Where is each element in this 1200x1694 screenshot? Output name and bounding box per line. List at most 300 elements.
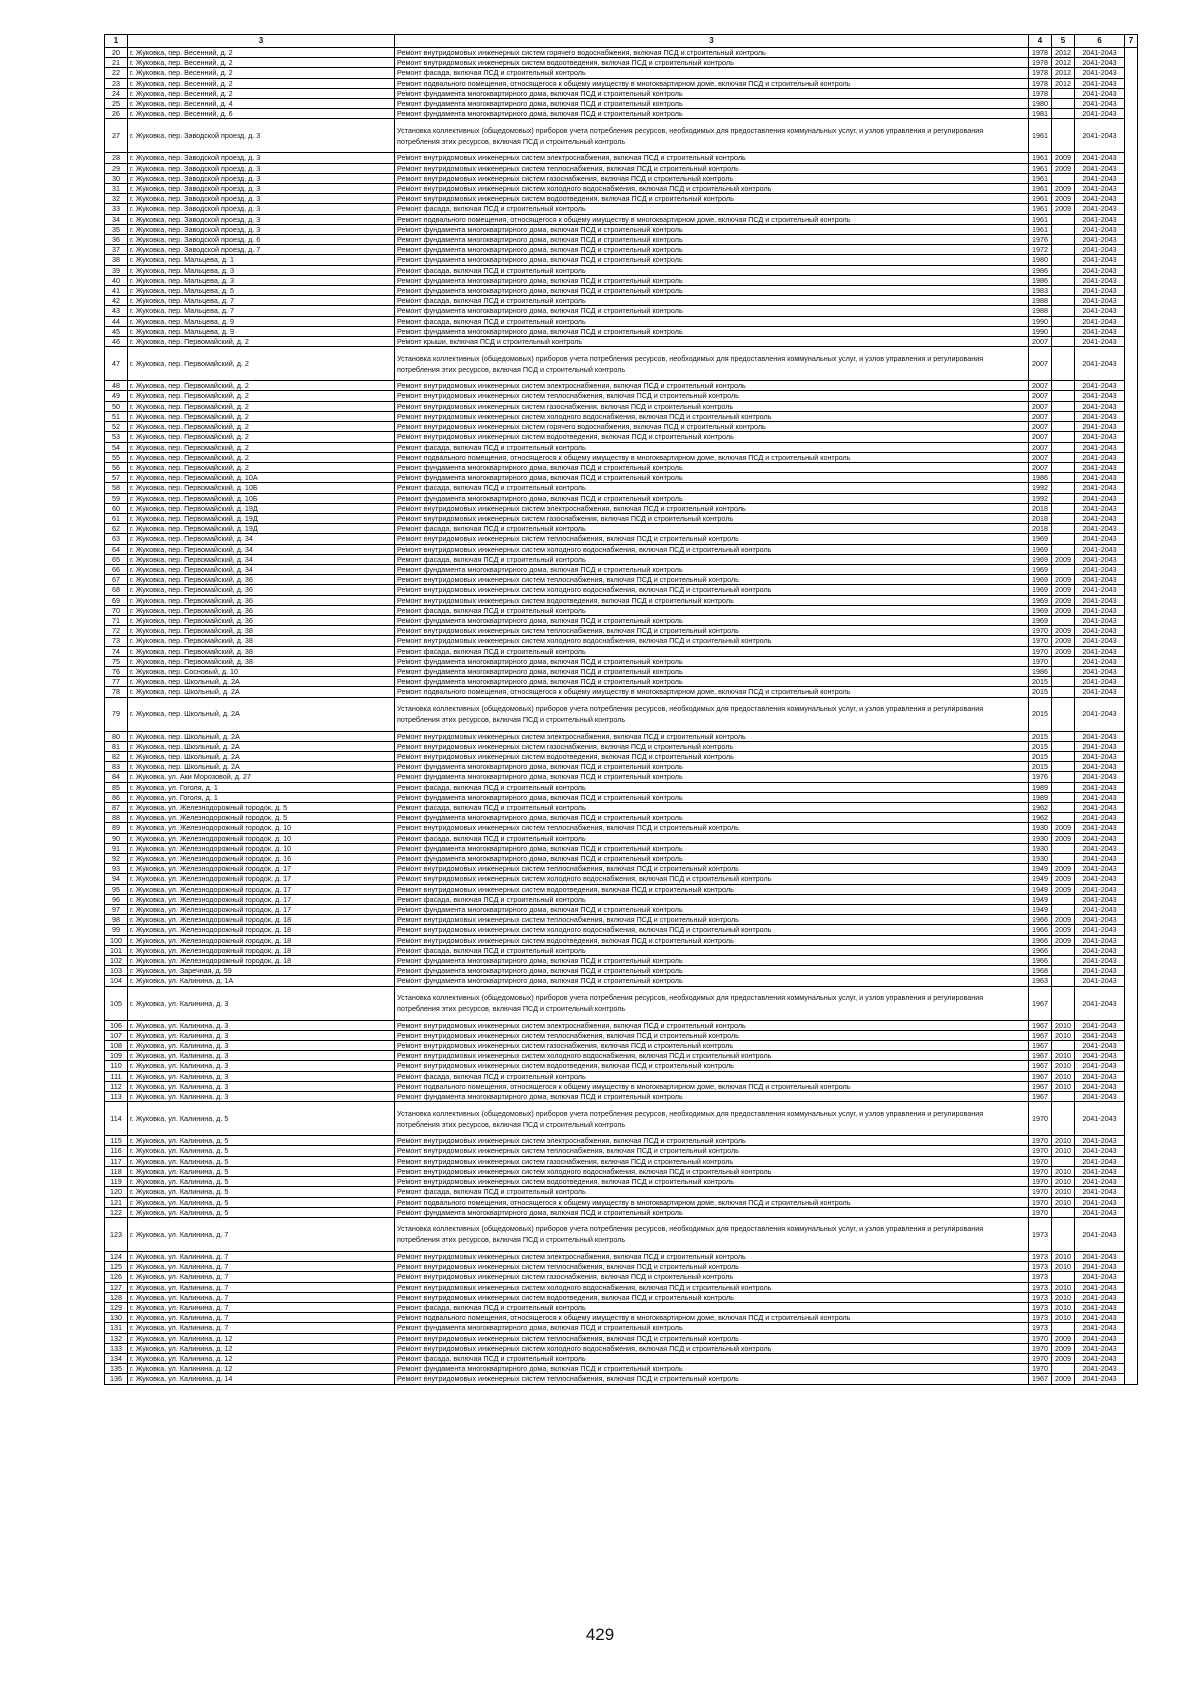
row-number: 75 (105, 656, 128, 666)
last-repair-year-cell: 2012 (1052, 58, 1075, 68)
address-cell: г. Жуковка, ул. Железнодорожный городок, д. 17 (128, 884, 395, 894)
build-year-cell: 1961 (1029, 214, 1052, 224)
planned-period-cell: 2041-2043 (1075, 1197, 1125, 1207)
row-number: 106 (105, 1020, 128, 1030)
table-row (105, 432, 1138, 442)
empty-col-7-cell (1125, 316, 1138, 326)
row-number: 73 (105, 636, 128, 646)
planned-period-cell: 2041-2043 (1075, 731, 1125, 741)
work-type-cell: Ремонт фасада, включая ПСД и строительный контроль (395, 204, 1029, 214)
empty-col-7-cell (1125, 1051, 1138, 1061)
empty-col-7-cell (1125, 1197, 1138, 1207)
empty-col-7-cell (1125, 235, 1138, 245)
row-number: 44 (105, 316, 128, 326)
address-cell: г. Жуковка, ул. Калинина, д. 7 (128, 1302, 395, 1312)
row-number: 134 (105, 1353, 128, 1363)
row-number: 49 (105, 391, 128, 401)
build-year-cell: 1949 (1029, 894, 1052, 904)
work-type-cell: Ремонт фундамента многоквартирного дома, включая ПСД и строительный контроль (395, 1092, 1029, 1102)
address-cell: г. Жуковка, пер. Первомайский, д. 2 (128, 391, 395, 401)
address-cell: г. Жуковка, ул. Железнодорожный городок, д. 18 (128, 925, 395, 935)
build-year-cell: 2007 (1029, 442, 1052, 452)
build-year-cell: 1949 (1029, 884, 1052, 894)
last-repair-year-cell (1052, 296, 1075, 306)
empty-col-7-cell (1125, 1364, 1138, 1374)
work-type-cell: Ремонт фундамента многоквартирного дома, включая ПСД и строительный контроль (395, 792, 1029, 802)
planned-period-cell: 2041-2043 (1075, 595, 1125, 605)
address-cell: г. Жуковка, ул. Железнодорожный городок, д. 18 (128, 945, 395, 955)
planned-period-cell: 2041-2043 (1075, 762, 1125, 772)
build-year-cell: 1967 (1029, 986, 1052, 1020)
last-repair-year-cell (1052, 976, 1075, 986)
last-repair-year-cell (1052, 524, 1075, 534)
work-type-cell: Ремонт фундамента многоквартирного дома, включая ПСД и строительный контроль (395, 275, 1029, 285)
table-row (105, 976, 1138, 986)
last-repair-year-cell: 2010 (1052, 1292, 1075, 1302)
build-year-cell: 1969 (1029, 534, 1052, 544)
build-year-cell: 1969 (1029, 615, 1052, 625)
table-row (105, 1166, 1138, 1176)
work-type-cell: Ремонт внутридомовых инженерных систем водоотведения, включая ПСД и строительный контроль (395, 935, 1029, 945)
last-repair-year-cell (1052, 235, 1075, 245)
build-year-cell: 1970 (1029, 1364, 1052, 1374)
table-row (105, 422, 1138, 432)
last-repair-year-cell: 2009 (1052, 833, 1075, 843)
build-year-cell: 1973 (1029, 1262, 1052, 1272)
row-number: 30 (105, 173, 128, 183)
table-row (105, 1102, 1138, 1136)
last-repair-year-cell (1052, 1102, 1075, 1136)
last-repair-year-cell (1052, 1272, 1075, 1282)
empty-col-7-cell (1125, 687, 1138, 697)
row-number: 46 (105, 337, 128, 347)
last-repair-year-cell (1052, 432, 1075, 442)
table-row (105, 626, 1138, 636)
row-number: 91 (105, 843, 128, 853)
last-repair-year-cell (1052, 347, 1075, 381)
empty-col-7-cell (1125, 1302, 1138, 1312)
last-repair-year-cell (1052, 697, 1075, 731)
table-row (105, 1364, 1138, 1374)
empty-col-7-cell (1125, 296, 1138, 306)
build-year-cell: 1986 (1029, 473, 1052, 483)
build-year-cell: 1970 (1029, 626, 1052, 636)
build-year-cell: 1968 (1029, 966, 1052, 976)
last-repair-year-cell (1052, 483, 1075, 493)
work-type-cell: Ремонт фундамента многоквартирного дома, включая ПСД и строительный контроль (395, 1207, 1029, 1217)
address-cell: г. Жуковка, пер. Первомайский, д. 36 (128, 605, 395, 615)
table-row (105, 697, 1138, 731)
work-type-cell: Ремонт внутридомовых инженерных систем водоотведения, включая ПСД и строительный контроль (395, 1292, 1029, 1302)
planned-period-cell: 2041-2043 (1075, 422, 1125, 432)
planned-period-cell: 2041-2043 (1075, 1136, 1125, 1146)
row-number: 77 (105, 677, 128, 687)
last-repair-year-cell (1052, 762, 1075, 772)
table-row (105, 544, 1138, 554)
last-repair-year-cell: 2010 (1052, 1146, 1075, 1156)
planned-period-cell: 2041-2043 (1075, 792, 1125, 802)
last-repair-year-cell (1052, 503, 1075, 513)
work-type-cell: Ремонт фасада, включая ПСД и строительный контроль (395, 265, 1029, 275)
work-type-cell: Ремонт внутридомовых инженерных систем горячего водоснабжения, включая ПСД и строительный контроль (395, 422, 1029, 432)
last-repair-year-cell: 2010 (1052, 1136, 1075, 1146)
address-cell: г. Жуковка, пер. Первомайский, д. 38 (128, 656, 395, 666)
table-row (105, 1282, 1138, 1292)
last-repair-year-cell (1052, 1364, 1075, 1374)
planned-period-cell: 2041-2043 (1075, 1166, 1125, 1176)
build-year-cell: 1970 (1029, 1353, 1052, 1363)
work-type-cell: Ремонт фундамента многоквартирного дома, включая ПСД и строительный контроль (395, 813, 1029, 823)
table-row (105, 337, 1138, 347)
row-number: 81 (105, 741, 128, 751)
table-row (105, 48, 1138, 58)
build-year-cell: 1967 (1029, 1041, 1052, 1051)
build-year-cell: 1978 (1029, 58, 1052, 68)
empty-col-7-cell (1125, 347, 1138, 381)
build-year-cell: 1967 (1029, 1374, 1052, 1384)
address-cell: г. Жуковка, ул. Железнодорожный городок, д. 5 (128, 813, 395, 823)
row-number: 25 (105, 99, 128, 109)
empty-col-7-cell (1125, 401, 1138, 411)
row-number: 104 (105, 976, 128, 986)
planned-period-cell: 2041-2043 (1075, 513, 1125, 523)
row-number: 54 (105, 442, 128, 452)
build-year-cell: 1961 (1029, 173, 1052, 183)
row-number: 125 (105, 1262, 128, 1272)
table-row (105, 296, 1138, 306)
planned-period-cell: 2041-2043 (1075, 184, 1125, 194)
address-cell: г. Жуковка, ул. Гоголя, д. 1 (128, 792, 395, 802)
planned-period-cell: 2041-2043 (1075, 1146, 1125, 1156)
planned-period-cell: 2041-2043 (1075, 1251, 1125, 1261)
last-repair-year-cell: 2009 (1052, 636, 1075, 646)
table-row (105, 915, 1138, 925)
address-cell: г. Жуковка, ул. Аки Морозовой, д. 27 (128, 772, 395, 782)
row-number: 71 (105, 615, 128, 625)
empty-col-7-cell (1125, 1061, 1138, 1071)
last-repair-year-cell (1052, 956, 1075, 966)
empty-col-7-cell (1125, 564, 1138, 574)
work-type-cell: Ремонт фундамента многоквартирного дома, включая ПСД и строительный контроль (395, 88, 1029, 98)
empty-col-7-cell (1125, 513, 1138, 523)
planned-period-cell: 2041-2043 (1075, 534, 1125, 544)
build-year-cell: 1978 (1029, 88, 1052, 98)
table-row (105, 411, 1138, 421)
address-cell: г. Жуковка, пер. Первомайский, д. 19Д (128, 513, 395, 523)
last-repair-year-cell: 2010 (1052, 1030, 1075, 1040)
build-year-cell: 1949 (1029, 864, 1052, 874)
table-row (105, 1177, 1138, 1187)
address-cell: г. Жуковка, пер. Первомайский, д. 2 (128, 452, 395, 462)
last-repair-year-cell: 2009 (1052, 915, 1075, 925)
table-row (105, 1071, 1138, 1081)
table-row (105, 687, 1138, 697)
build-year-cell: 1973 (1029, 1251, 1052, 1261)
work-type-cell: Ремонт фундамента многоквартирного дома, включая ПСД и строительный контроль (395, 235, 1029, 245)
planned-period-cell: 2041-2043 (1075, 1030, 1125, 1040)
last-repair-year-cell (1052, 224, 1075, 234)
empty-col-7-cell (1125, 503, 1138, 513)
work-type-cell: Ремонт фасада, включая ПСД и строительный контроль (395, 1353, 1029, 1363)
last-repair-year-cell (1052, 88, 1075, 98)
build-year-cell: 1967 (1029, 1020, 1052, 1030)
last-repair-year-cell (1052, 687, 1075, 697)
row-number: 47 (105, 347, 128, 381)
build-year-cell: 1973 (1029, 1272, 1052, 1282)
address-cell: г. Жуковка, ул. Калинина, д. 5 (128, 1146, 395, 1156)
empty-col-7-cell (1125, 1323, 1138, 1333)
row-number: 42 (105, 296, 128, 306)
table-row (105, 813, 1138, 823)
address-cell: г. Жуковка, пер. Первомайский, д. 34 (128, 564, 395, 574)
empty-col-7-cell (1125, 306, 1138, 316)
build-year-cell: 1978 (1029, 78, 1052, 88)
last-repair-year-cell: 2010 (1052, 1197, 1075, 1207)
build-year-cell: 1949 (1029, 874, 1052, 884)
build-year-cell: 1986 (1029, 265, 1052, 275)
address-cell: г. Жуковка, ул. Железнодорожный городок, д. 18 (128, 956, 395, 966)
empty-col-7-cell (1125, 884, 1138, 894)
last-repair-year-cell (1052, 401, 1075, 411)
planned-period-cell: 2041-2043 (1075, 1177, 1125, 1187)
address-cell: г. Жуковка, ул. Калинина, д. 5 (128, 1197, 395, 1207)
table-row (105, 1251, 1138, 1261)
planned-period-cell: 2041-2043 (1075, 894, 1125, 904)
empty-col-7-cell (1125, 381, 1138, 391)
table-row (105, 235, 1138, 245)
build-year-cell: 1983 (1029, 286, 1052, 296)
planned-period-cell: 2041-2043 (1075, 874, 1125, 884)
build-year-cell: 1970 (1029, 656, 1052, 666)
planned-period-cell: 2041-2043 (1075, 697, 1125, 731)
planned-period-cell: 2041-2043 (1075, 153, 1125, 163)
last-repair-year-cell (1052, 741, 1075, 751)
work-type-cell: Ремонт фундамента многоквартирного дома, включая ПСД и строительный контроль (395, 854, 1029, 864)
table-row (105, 1136, 1138, 1146)
empty-col-7-cell (1125, 915, 1138, 925)
last-repair-year-cell (1052, 99, 1075, 109)
build-year-cell: 1967 (1029, 1051, 1052, 1061)
last-repair-year-cell (1052, 109, 1075, 119)
work-type-cell: Ремонт фасада, включая ПСД и строительный контроль (395, 68, 1029, 78)
work-type-cell: Установка коллективных (общедомовых) приборов учета потребления ресурсов, необходимых для предоставления коммунальных услуг, и узлов управления и регулирования потребления этих ресурсов, включая ПСД и строительный контроль (395, 697, 1029, 731)
empty-col-7-cell (1125, 214, 1138, 224)
build-year-cell: 1973 (1029, 1217, 1052, 1251)
build-year-cell: 1970 (1029, 1136, 1052, 1146)
empty-col-7-cell (1125, 173, 1138, 183)
empty-col-7-cell (1125, 1187, 1138, 1197)
address-cell: г. Жуковка, ул. Железнодорожный городок, д. 17 (128, 905, 395, 915)
empty-col-7-cell (1125, 524, 1138, 534)
empty-col-7-cell (1125, 1343, 1138, 1353)
planned-period-cell: 2041-2043 (1075, 347, 1125, 381)
table-row (105, 173, 1138, 183)
planned-period-cell: 2041-2043 (1075, 483, 1125, 493)
table-row (105, 605, 1138, 615)
empty-col-7-cell (1125, 803, 1138, 813)
work-type-cell: Ремонт внутридомовых инженерных систем холодного водоснабжения, включая ПСД и строительный контроль (395, 585, 1029, 595)
work-type-cell: Ремонт фундамента многоквартирного дома, включая ПСД и строительный контроль (395, 976, 1029, 986)
table-row (105, 316, 1138, 326)
table-row (105, 945, 1138, 955)
work-type-cell: Ремонт внутридомовых инженерных систем холодного водоснабжения, включая ПСД и строительный контроль (395, 544, 1029, 554)
planned-period-cell: 2041-2043 (1075, 741, 1125, 751)
planned-period-cell: 2041-2043 (1075, 1262, 1125, 1272)
table-row (105, 58, 1138, 68)
row-number: 87 (105, 803, 128, 813)
last-repair-year-cell (1052, 1207, 1075, 1217)
address-cell: г. Жуковка, пер. Первомайский, д. 2 (128, 411, 395, 421)
table-row (105, 1020, 1138, 1030)
last-repair-year-cell (1052, 473, 1075, 483)
row-number: 31 (105, 184, 128, 194)
planned-period-cell: 2041-2043 (1075, 864, 1125, 874)
work-type-cell: Ремонт внутридомовых инженерных систем газоснабжения, включая ПСД и строительный контроль (395, 513, 1029, 523)
last-repair-year-cell (1052, 422, 1075, 432)
table-row (105, 1302, 1138, 1312)
row-number: 120 (105, 1187, 128, 1197)
planned-period-cell: 2041-2043 (1075, 575, 1125, 585)
planned-period-cell: 2041-2043 (1075, 473, 1125, 483)
planned-period-cell: 2041-2043 (1075, 173, 1125, 183)
work-type-cell: Ремонт внутридомовых инженерных систем теплоснабжения, включая ПСД и строительный контроль (395, 1030, 1029, 1040)
table-row (105, 874, 1138, 884)
row-number: 74 (105, 646, 128, 656)
last-repair-year-cell: 2010 (1052, 1051, 1075, 1061)
row-number: 89 (105, 823, 128, 833)
planned-period-cell: 2041-2043 (1075, 1374, 1125, 1384)
empty-col-7-cell (1125, 945, 1138, 955)
work-type-cell: Ремонт внутридомовых инженерных систем электроснабжения, включая ПСД и строительный контроль (395, 153, 1029, 163)
work-type-cell: Ремонт фундамента многоквартирного дома, включая ПСД и строительный контроль (395, 306, 1029, 316)
work-type-cell: Ремонт внутридомовых инженерных систем водоотведения, включая ПСД и строительный контроль (395, 884, 1029, 894)
row-number: 96 (105, 894, 128, 904)
table-row (105, 615, 1138, 625)
address-cell: г. Жуковка, пер. Первомайский, д. 36 (128, 595, 395, 605)
build-year-cell: 1992 (1029, 483, 1052, 493)
empty-col-7-cell (1125, 874, 1138, 884)
work-type-cell: Ремонт подвального помещения, относящегося к общему имуществу в многоквартирном доме, включая ПСД и строительный контроль (395, 1081, 1029, 1091)
planned-period-cell: 2041-2043 (1075, 245, 1125, 255)
row-number: 131 (105, 1323, 128, 1333)
build-year-cell: 1970 (1029, 1207, 1052, 1217)
empty-col-7-cell (1125, 88, 1138, 98)
header-col-1: 1 (105, 35, 128, 48)
build-year-cell: 1970 (1029, 1187, 1052, 1197)
address-cell: г. Жуковка, пер. Школьный, д. 2А (128, 751, 395, 761)
planned-period-cell: 2041-2043 (1075, 58, 1125, 68)
work-type-cell: Ремонт фундамента многоквартирного дома, включая ПСД и строительный контроль (395, 462, 1029, 472)
table-header-row (105, 35, 1138, 48)
address-cell: г. Жуковка, пер. Заводской проезд, д. 6 (128, 235, 395, 245)
empty-col-7-cell (1125, 595, 1138, 605)
planned-period-cell: 2041-2043 (1075, 109, 1125, 119)
empty-col-7-cell (1125, 184, 1138, 194)
row-number: 53 (105, 432, 128, 442)
address-cell: г. Жуковка, ул. Железнодорожный городок, д. 16 (128, 854, 395, 864)
row-number: 136 (105, 1374, 128, 1384)
address-cell: г. Жуковка, ул. Калинина, д. 3 (128, 1061, 395, 1071)
last-repair-year-cell (1052, 326, 1075, 336)
row-number: 34 (105, 214, 128, 224)
row-number: 123 (105, 1217, 128, 1251)
planned-period-cell: 2041-2043 (1075, 1282, 1125, 1292)
last-repair-year-cell (1052, 391, 1075, 401)
planned-period-cell: 2041-2043 (1075, 255, 1125, 265)
empty-col-7-cell (1125, 1217, 1138, 1251)
row-number: 22 (105, 68, 128, 78)
address-cell: г. Жуковка, пер. Весенний, д. 4 (128, 99, 395, 109)
build-year-cell: 1970 (1029, 1177, 1052, 1187)
build-year-cell: 1976 (1029, 772, 1052, 782)
build-year-cell: 1969 (1029, 554, 1052, 564)
empty-col-7-cell (1125, 109, 1138, 119)
row-number: 105 (105, 986, 128, 1020)
build-year-cell: 1970 (1029, 1343, 1052, 1353)
build-year-cell: 1962 (1029, 813, 1052, 823)
empty-col-7-cell (1125, 656, 1138, 666)
address-cell: г. Жуковка, ул. Калинина, д. 3 (128, 1020, 395, 1030)
build-year-cell: 1966 (1029, 935, 1052, 945)
address-cell: г. Жуковка, пер. Весенний, д. 2 (128, 58, 395, 68)
table-row (105, 925, 1138, 935)
planned-period-cell: 2041-2043 (1075, 337, 1125, 347)
empty-col-7-cell (1125, 1207, 1138, 1217)
table-row (105, 1051, 1138, 1061)
build-year-cell: 1961 (1029, 194, 1052, 204)
row-number: 113 (105, 1092, 128, 1102)
address-cell: г. Жуковка, пер. Первомайский, д. 38 (128, 626, 395, 636)
work-type-cell: Ремонт фасада, включая ПСД и строительный контроль (395, 894, 1029, 904)
table-row (105, 751, 1138, 761)
planned-period-cell: 2041-2043 (1075, 99, 1125, 109)
planned-period-cell: 2041-2043 (1075, 782, 1125, 792)
planned-period-cell: 2041-2043 (1075, 224, 1125, 234)
last-repair-year-cell: 2009 (1052, 1353, 1075, 1363)
row-number: 133 (105, 1343, 128, 1353)
build-year-cell: 1973 (1029, 1313, 1052, 1323)
last-repair-year-cell: 2009 (1052, 204, 1075, 214)
row-number: 108 (105, 1041, 128, 1051)
table-row (105, 1030, 1138, 1040)
work-type-cell: Ремонт внутридомовых инженерных систем водоотведения, включая ПСД и строительный контроль (395, 58, 1029, 68)
planned-period-cell: 2041-2043 (1075, 442, 1125, 452)
planned-period-cell: 2041-2043 (1075, 432, 1125, 442)
empty-col-7-cell (1125, 1272, 1138, 1282)
empty-col-7-cell (1125, 68, 1138, 78)
empty-col-7-cell (1125, 1156, 1138, 1166)
empty-col-7-cell (1125, 411, 1138, 421)
empty-col-7-cell (1125, 432, 1138, 442)
build-year-cell: 1967 (1029, 1061, 1052, 1071)
row-number: 57 (105, 473, 128, 483)
last-repair-year-cell (1052, 1217, 1075, 1251)
planned-period-cell: 2041-2043 (1075, 1323, 1125, 1333)
planned-period-cell: 2041-2043 (1075, 194, 1125, 204)
address-cell: г. Жуковка, пер. Первомайский, д. 2 (128, 442, 395, 452)
row-number: 95 (105, 884, 128, 894)
last-repair-year-cell (1052, 275, 1075, 285)
table-row (105, 772, 1138, 782)
row-number: 115 (105, 1136, 128, 1146)
address-cell: г. Жуковка, пер. Весенний, д. 6 (128, 109, 395, 119)
build-year-cell: 2018 (1029, 503, 1052, 513)
work-type-cell: Ремонт фундамента многоквартирного дома, включая ПСД и строительный контроль (395, 762, 1029, 772)
empty-col-7-cell (1125, 966, 1138, 976)
last-repair-year-cell (1052, 792, 1075, 802)
planned-period-cell: 2041-2043 (1075, 503, 1125, 513)
planned-period-cell: 2041-2043 (1075, 306, 1125, 316)
